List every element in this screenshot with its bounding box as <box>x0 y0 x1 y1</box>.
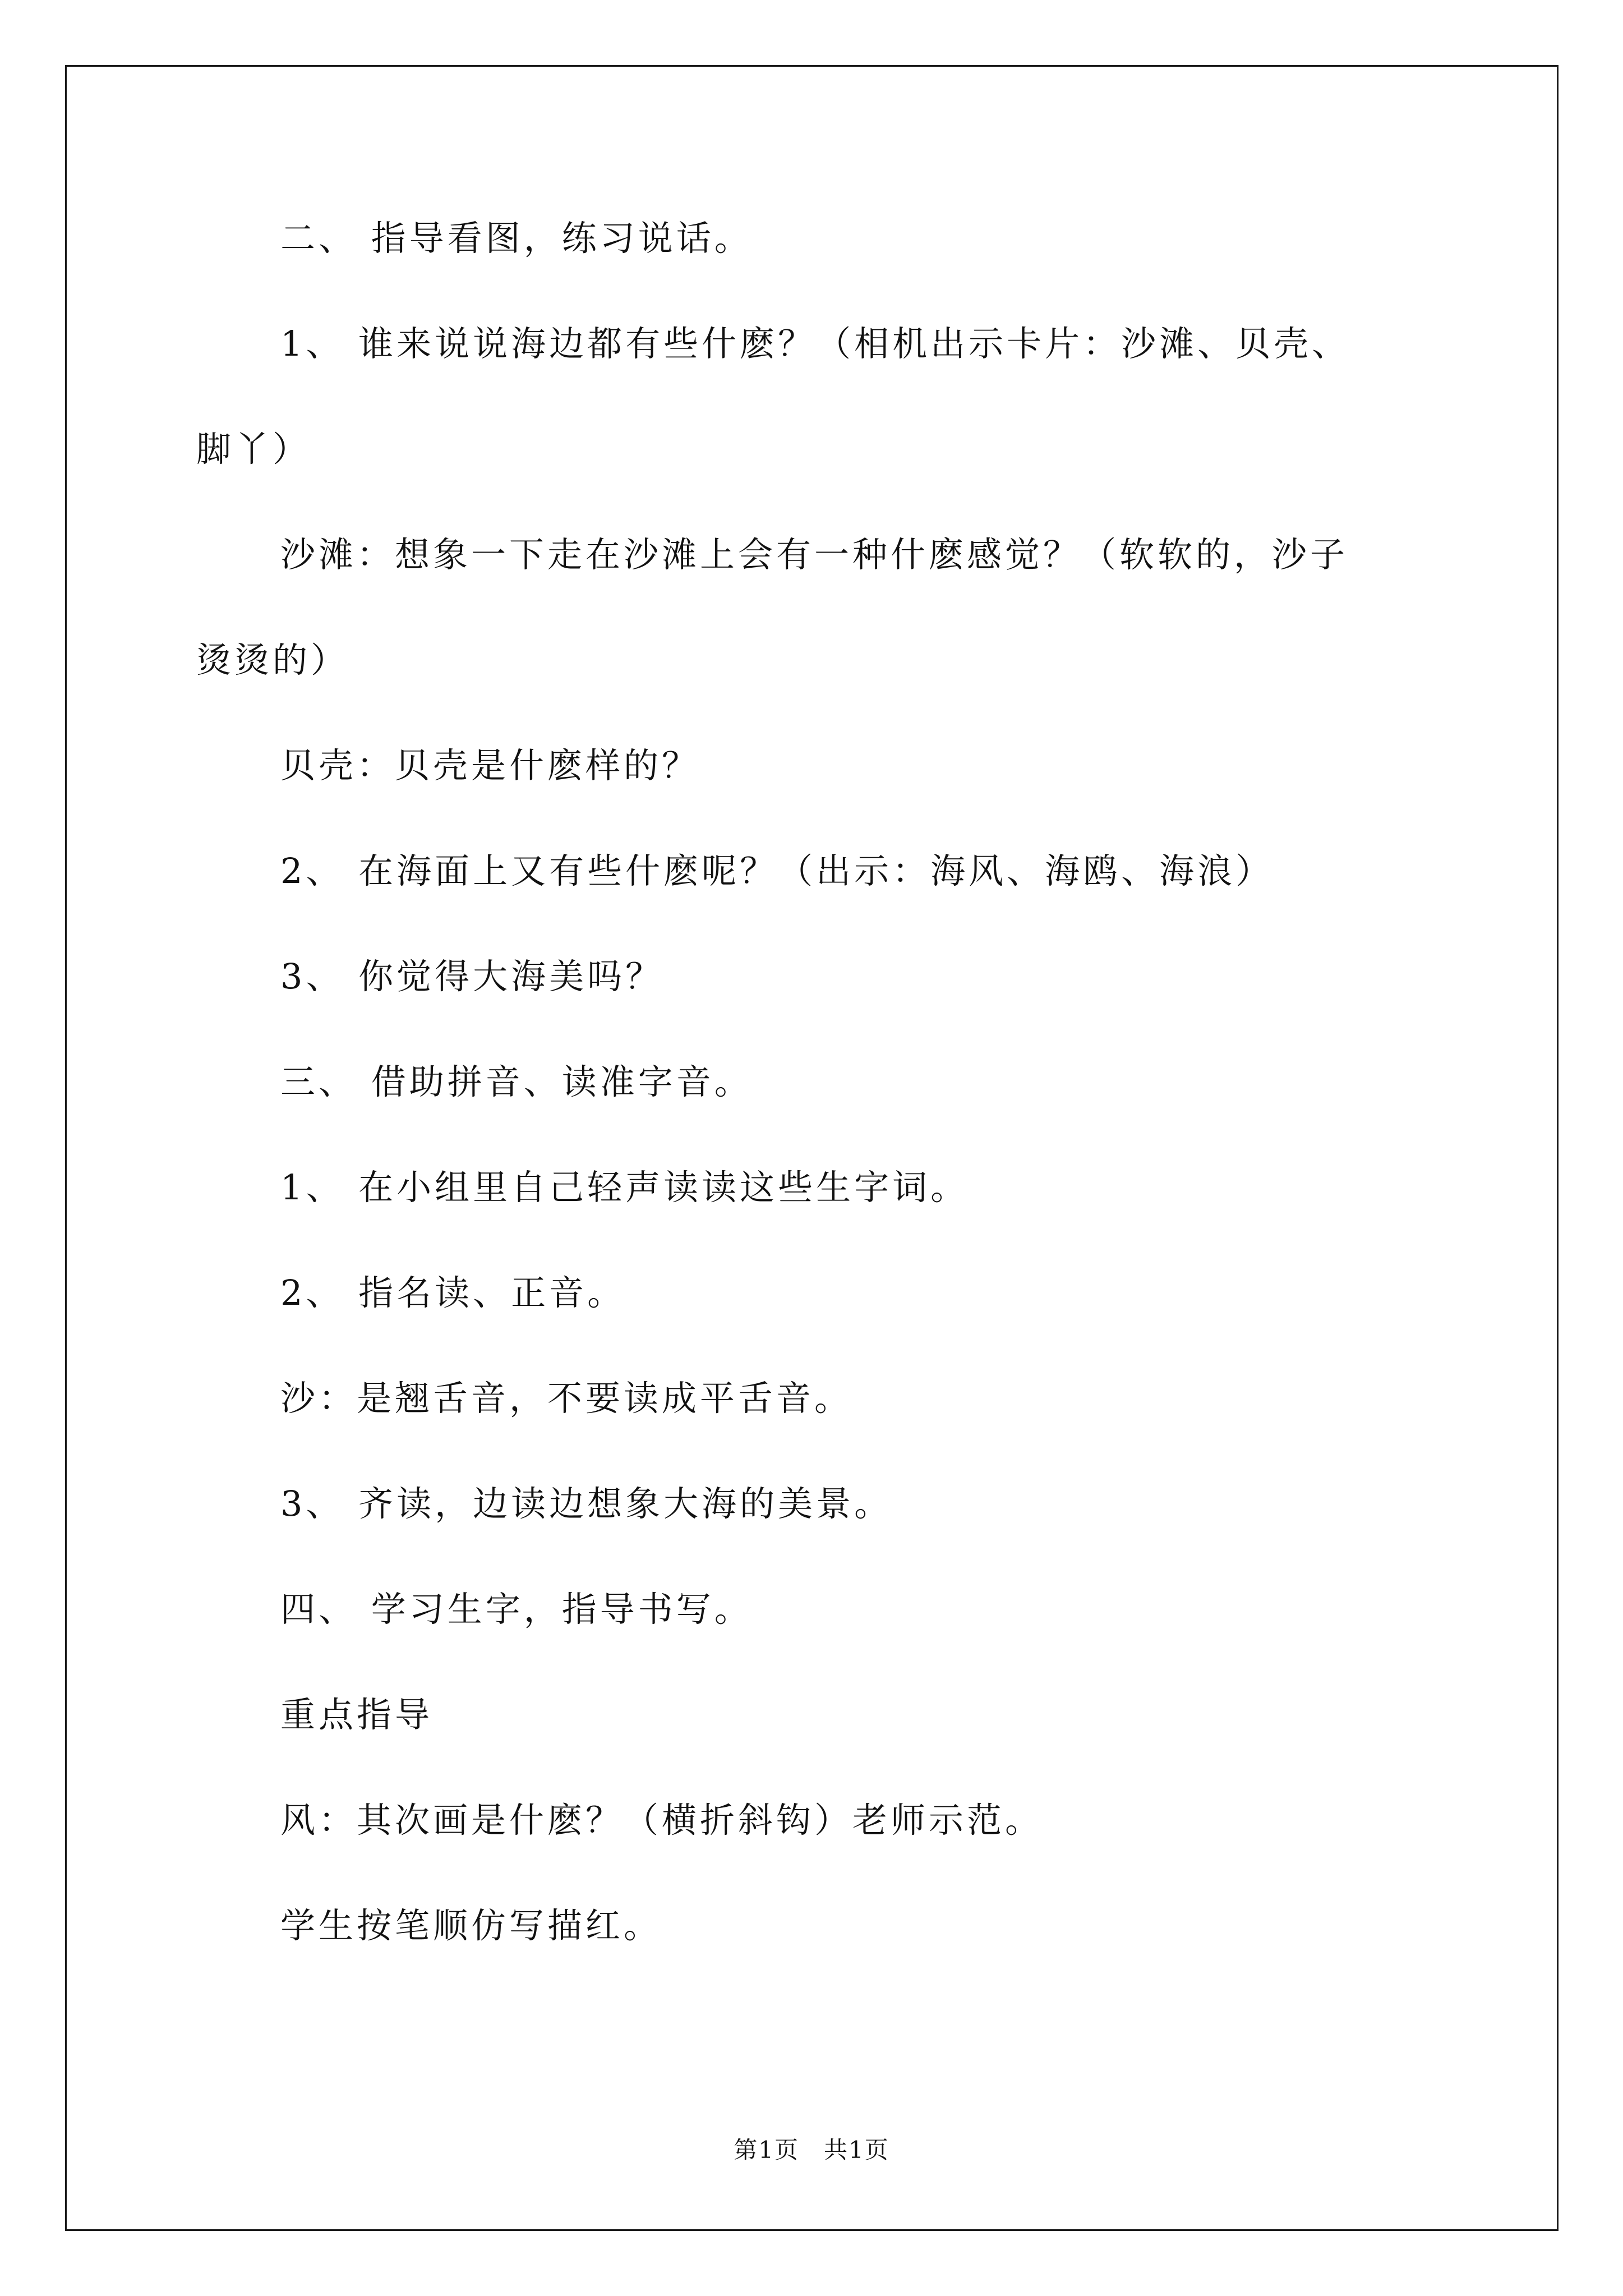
paragraph-line: 烫烫的） <box>196 639 349 680</box>
paragraph-line: 脚丫） <box>196 429 311 470</box>
paragraph-line: 1、 在小组里自己轻声读读这些生字词。 <box>280 1167 969 1208</box>
heading-2: 二、 指导看图，练习说话。 <box>280 218 753 259</box>
paragraph-line: 贝壳：贝壳是什麽样的？ <box>280 745 700 786</box>
paragraph-line: 2、 在海面上又有些什麽呢？（出示：海风、海鸥、海浪） <box>280 850 1274 891</box>
paragraph-line: 学生按笔顺仿写描红。 <box>280 1905 662 1946</box>
paragraph-line: 重点指导 <box>280 1694 434 1735</box>
paragraph-line: 风：其次画是什麽？（横折斜钩）老师示范。 <box>280 1800 1044 1841</box>
heading-3: 三、 借助拼音、读准字音。 <box>280 1061 753 1102</box>
paragraph-line: 沙：是翘舌音，不要读成平舌音。 <box>280 1378 853 1419</box>
paragraph-line: 沙滩：想象一下走在沙滩上会有一种什麽感觉？（软软的，沙子 <box>280 534 1349 575</box>
paragraph-line: 2、 指名读、正音。 <box>280 1272 626 1313</box>
paragraph-line: 1、 谁来说说海边都有些什麽？（相机出示卡片：沙滩、贝壳、 <box>280 323 1350 364</box>
page-number: 第1页 共1页 <box>734 2136 889 2164</box>
paragraph-line: 3、 你觉得大海美吗？ <box>280 956 664 997</box>
heading-4: 四、 学习生字，指导书写。 <box>280 1589 753 1630</box>
paragraph-line: 3、 齐读，边读边想象大海的美景。 <box>280 1483 893 1524</box>
